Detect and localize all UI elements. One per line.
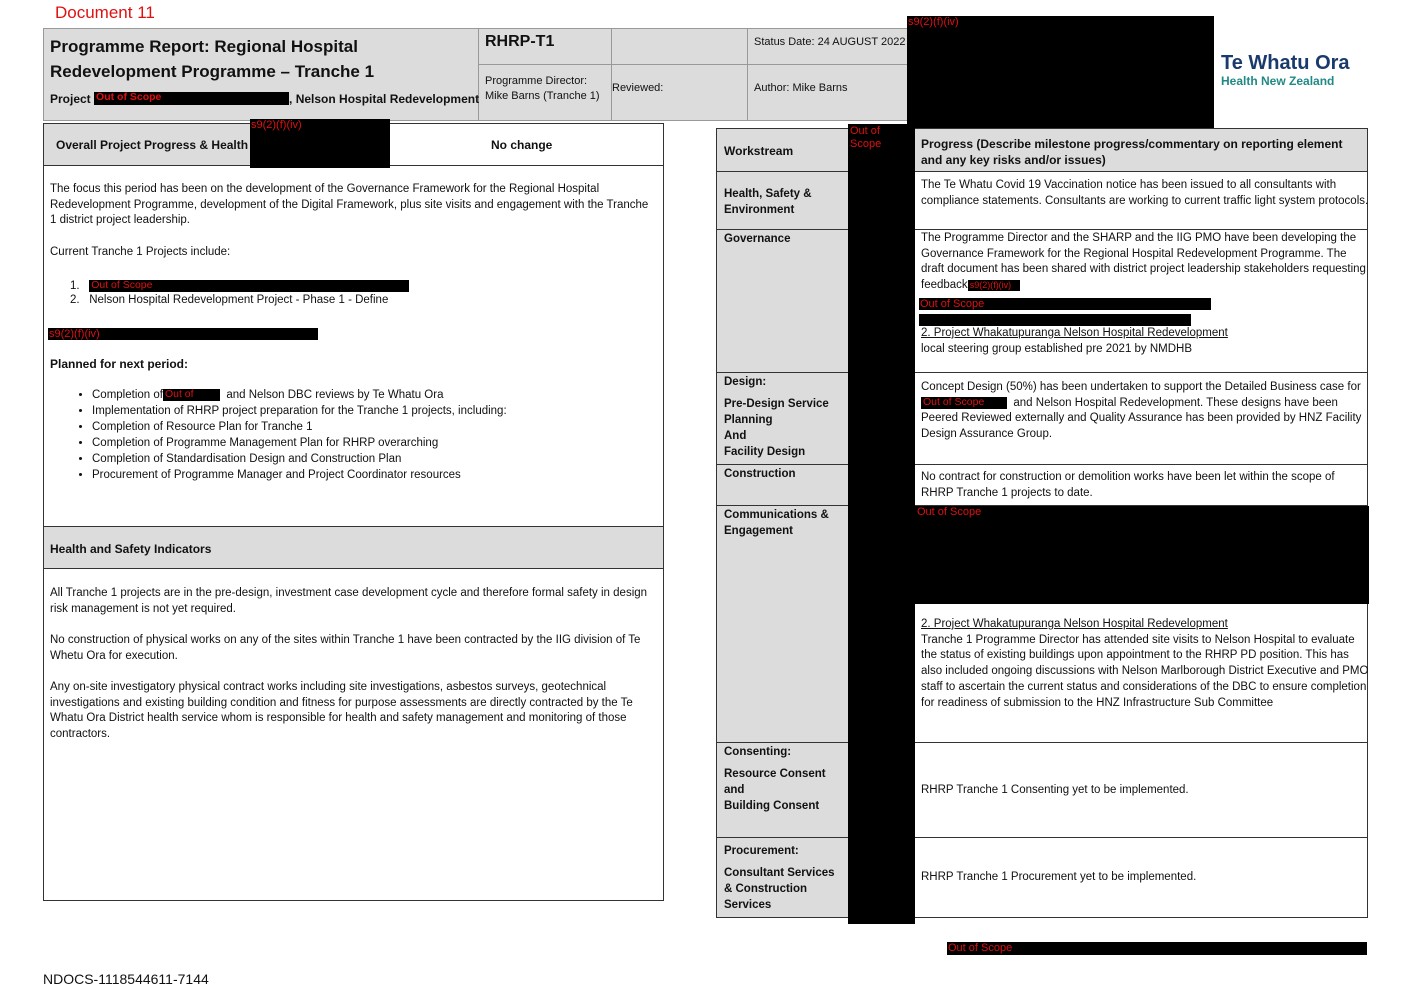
ws-consenting: Consenting: Resource Consent and Building Consent <box>724 746 826 812</box>
project-list <box>70 279 409 307</box>
redaction-block-header <box>907 16 1214 130</box>
progress-hse: The Te Whatu Covid 19 Vaccination notice has been issued to all consultants with compliance statements. Consultants are working to current traffic light system protocols. <box>921 179 1369 207</box>
overall-progress-label: Overall Project Progress & Health <box>56 138 249 152</box>
ws-design: Design: Pre-Design Service Planning And Facility Design <box>724 376 829 458</box>
logo-title: Te Whatu Ora <box>1221 52 1350 74</box>
status-date: Status Date: 24 AUGUST 2022 <box>754 36 906 48</box>
redaction-box: Out of Scope <box>921 397 1007 409</box>
redaction-column <box>848 124 915 924</box>
col-workstream: Workstream <box>724 144 794 158</box>
list-item: 1. Out of Scope <box>70 279 409 293</box>
progress-construction: No contract for construction or demolition works have been let within the scope of RHRP Tranche 1 projects to date. <box>921 471 1335 499</box>
col-progress: Progress (Describe milestone progress/commentary on reporting element and any key risks and/or issues) <box>921 137 1343 167</box>
redaction-box: Out of Scope <box>94 92 289 105</box>
title-line-1: Programme Report: Regional Hospital <box>50 37 358 56</box>
planned-list <box>44 387 692 483</box>
list-item: • Implementation of RHRP project preparation for the Tranche 1 projects, including: <box>92 403 692 419</box>
ws-communications: Communications & Engagement <box>724 509 829 537</box>
left-panel <box>43 123 664 901</box>
title-line-2: Redevelopment Programme – Tranche 1 <box>50 62 375 81</box>
progress-governance: The Programme Director and the SHARP and the IIG PMO have been developing the Governance Framework for the Regional Hospital Redevelopment Programme. The draft document has been shared with district project leadership stakeholders requesting feedback s9(2)(f)(iv) <box>921 232 1366 292</box>
redaction-box: Out of <box>163 389 220 401</box>
list-item: 2. Nelson Hospital Redevelopment Project - Phase 1 - Define <box>70 294 389 306</box>
hs-paragraph-2: No construction of physical works on any of the sites within Tranche 1 have been contracted by the IIG division of Te Whetu Ora for execution. <box>50 634 641 662</box>
list-item: • Completion of Standardisation Design and Construction Plan <box>92 451 692 467</box>
redaction-box <box>915 506 1369 604</box>
planned-heading: Planned for next period: <box>50 357 189 371</box>
ws-procurement: Procurement: Consultant Services & Construction Services <box>724 845 835 911</box>
overall-status: No change <box>491 138 553 152</box>
hs-heading: Health and Safety Indicators <box>50 542 212 556</box>
list-item: • Completion of Programme Management Plan for RHRP overarching <box>92 435 692 451</box>
ws-construction: Construction <box>724 468 796 480</box>
logo-subtitle: Health New Zealand <box>1221 74 1335 88</box>
hs-paragraph-3: Any on-site investigatory physical contract works including site investigations, asbestos surveys, geotechnical investigations and existing building condition and fitness for purpose assessments are directly contracted by the Te Whatu Ora District health service whom is responsible for health and safety management and monitoring of those contractors. <box>50 681 633 740</box>
list-item: • Procurement of Programme Manager and Project Coordinator resources <box>92 467 692 483</box>
progress-design: Concept Design (50%) has been undertaken to support the Detailed Business case for Out of Scope and Nelson Hospital Redevelopment. These designs have been Peered Reviewed externally and Quality Assurance has been provided by HNZ Facility Design Assurance Group. <box>921 381 1362 441</box>
governance-item-2: 2. Project Whakatupuranga Nelson Hospital Redevelopment <box>921 327 1228 339</box>
progress-communications: 2. Project Whakatupuranga Nelson Hospital Redevelopment Tranche 1 Programme Director has attended site visits to Nelson Hospital to evaluate the status of existing buildings upon appointment to the RHRP PD position. This has also included ongoing discussions with Nelson Marlborough District Executive and PMO staff to ascertain the current status and considerations of the DBC to ensure completion for readiness of submission to the HNZ Infrastructure Sub Committee <box>921 618 1369 709</box>
progress-procurement: RHRP Tranche 1 Procurement yet to be implemented. <box>921 871 1197 883</box>
ws-health-safety: Health, Safety & Environment <box>724 188 812 216</box>
progress-consenting: RHRP Tranche 1 Consenting yet to be implemented. <box>921 784 1189 796</box>
footer-doc-id: NDOCS-1118544611-7144 <box>43 971 209 987</box>
reviewed-label: Reviewed: <box>612 82 664 94</box>
redaction-box: s9(2)(f)(iv) <box>968 280 1020 291</box>
document-label: Document 11 <box>55 3 155 22</box>
current-projects-heading: Current Tranche 1 Projects include: <box>50 246 231 258</box>
list-item: • Completion of Resource Plan for Tranche 1 <box>92 419 692 435</box>
list-item: • Completion of Out of and Nelson DBC reviews by Te Whatu Ora <box>92 387 692 403</box>
communications-item-2: 2. Project Whakatupuranga Nelson Hospital Redevelopment <box>921 618 1228 630</box>
programme-director: Programme Director: Mike Barns (Tranche 1) <box>485 75 600 102</box>
author: Author: Mike Barns <box>754 82 848 94</box>
redaction-box: Out of Scope <box>89 280 409 292</box>
focus-paragraph: The focus this period has been on the development of the Governance Framework for the Regional Hospital Redevelopment Programme, development of the Digital Framework, plus site visits and engagement with the Tranche 1 district project leadership. <box>50 183 649 226</box>
project-line: Project Out of Scope , Nelson Hospital Redevelopment <box>50 91 480 106</box>
ws-governance: Governance <box>724 233 791 245</box>
report-title <box>50 34 374 84</box>
project-code: RHRP-T1 <box>485 33 555 50</box>
hs-paragraph-1: All Tranche 1 projects are in the pre-design, investment case development cycle and therefore formal safety in design risk management is not yet required. <box>50 587 648 615</box>
